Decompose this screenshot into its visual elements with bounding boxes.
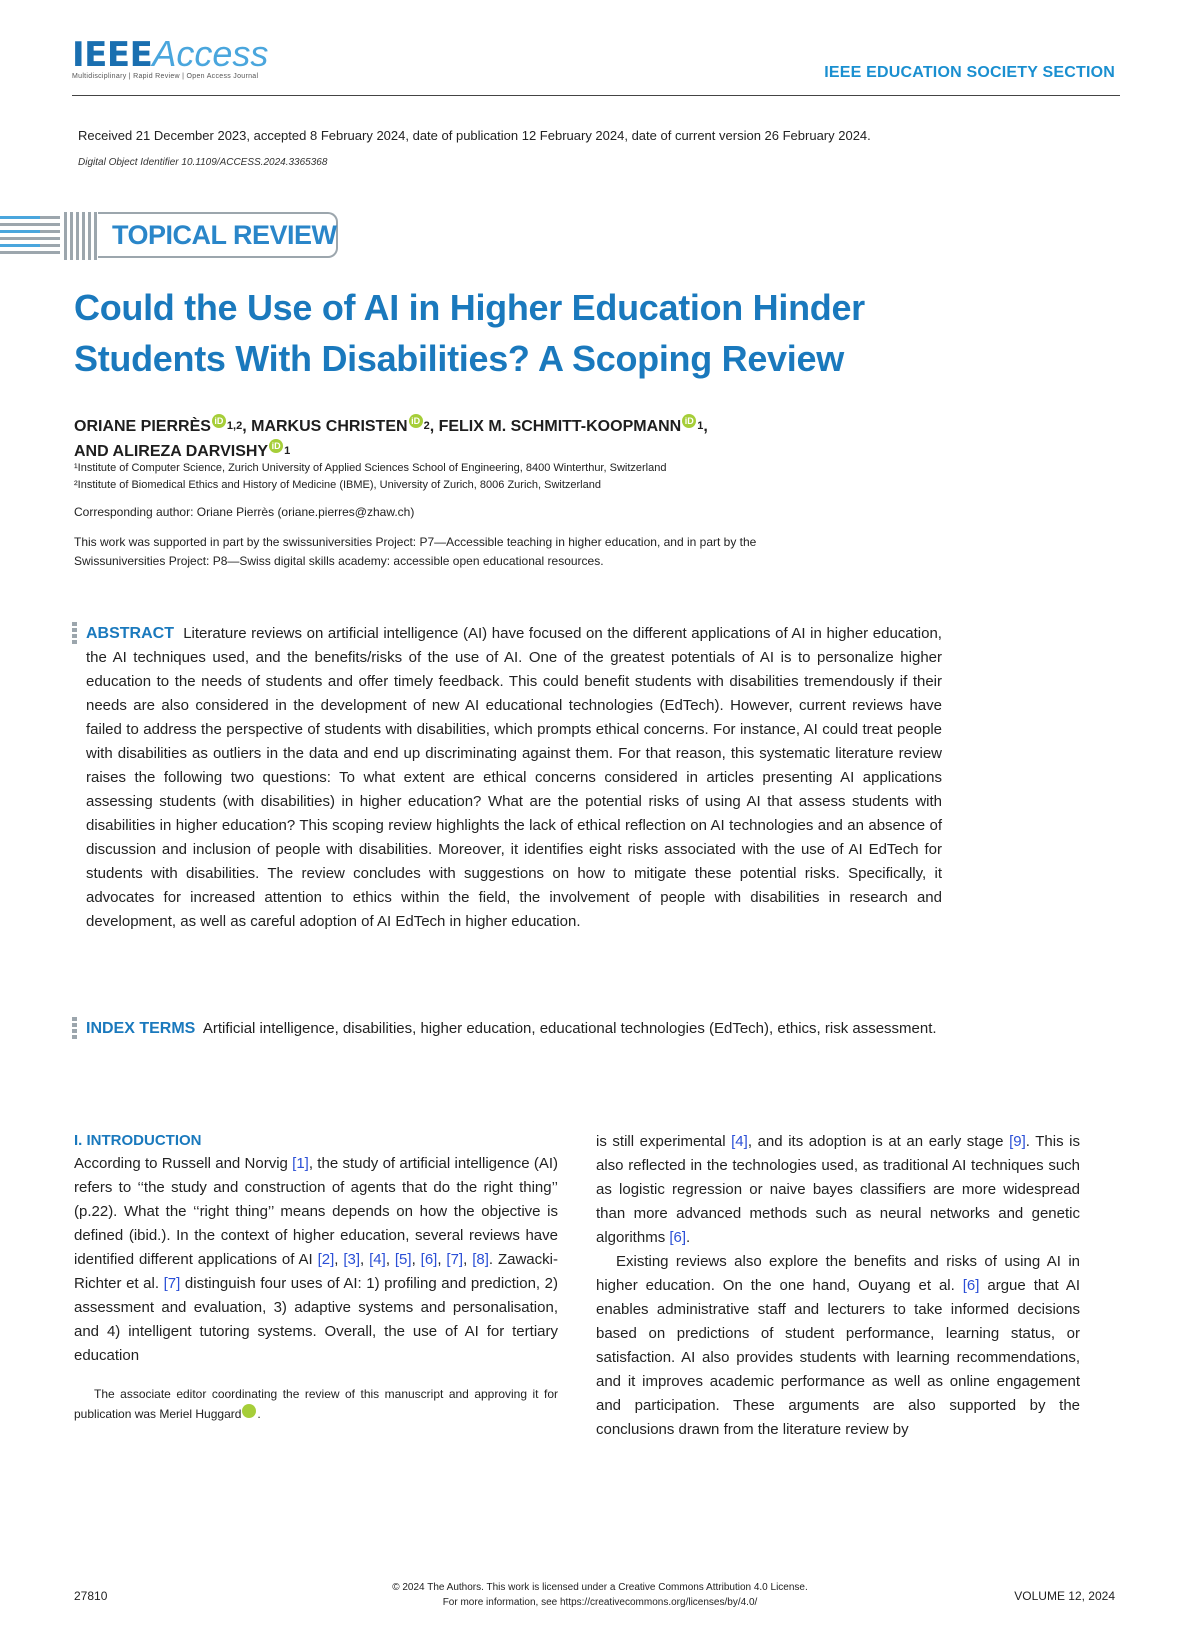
citation-link[interactable]: [4] [369,1251,386,1268]
citation-link[interactable]: [2] [317,1251,335,1268]
text-span: , [437,1251,447,1268]
text-span: , [360,1251,370,1268]
index-terms-label: INDEX TERMS [86,1020,196,1037]
right-column [596,1130,1080,1442]
text-span: argue that AI enables administrative staff and lecturers to take informed decisions based on predictions of student performance, learning status, or satisfaction. AI also provides students with learning recommendations, and it improves academic performance as well as online engagement and participation. These arguments are also supported by the conclusions drawn from the literature review by [596,1277,1081,1438]
affiliation-1: ¹Institute of Computer Science, Zurich University of Applied Sciences School of Engineering, 8400 Winterthur, Switzerland [74,462,667,474]
citation-link[interactable]: [5] [394,1251,412,1268]
banner-stripes [0,212,98,260]
text-span: , and its adoption is at an early stage [747,1133,1010,1150]
left-column [74,1130,558,1424]
citation-link[interactable]: [1] [292,1155,309,1172]
author-separator: , [703,418,708,435]
funding-line-1: This work was supported in part by the swissuniversities Project: P7—Accessible teaching in higher education, and in part by the [74,535,757,549]
volume-label: VOLUME 12, 2024 [1014,1589,1115,1603]
intro-paragraph-2 [596,1250,1080,1442]
author-3-affil: 1 [697,420,704,432]
text-span: is still experimental [596,1133,732,1150]
citation-link[interactable]: [3] [343,1251,361,1268]
orcid-icon[interactable]: iD [242,1404,256,1418]
author-2: , MARKUS CHRISTEN [242,418,408,435]
citation-link[interactable]: [4] [731,1133,748,1150]
author-4-affil: 1 [284,445,291,457]
intro-paragraph-continued [596,1130,1080,1250]
page-number: 27810 [74,1589,108,1603]
corresponding-author: Corresponding author: Oriane Pierrès (oriane.pierres@zhaw.ch) [74,505,415,519]
doi: Digital Object Identifier 10.1109/ACCESS.2024.3365368 [78,157,328,168]
citation-link[interactable]: [6] [669,1229,687,1246]
text-span: , [463,1251,473,1268]
affiliation-2: ²Institute of Biomedical Ethics and History of Medicine (IBME), University of Zurich, 8006 Zurich, Switzerland [74,479,601,491]
orcid-icon[interactable]: iD [269,439,283,453]
author-1-affil: 1,2 [226,420,243,432]
section-heading-introduction: I. INTRODUCTION [74,1132,202,1149]
text-span: . [686,1229,691,1246]
abstract [86,622,942,934]
received-dates: Received 21 December 2023, accepted 8 February 2024, date of publication 12 February 2024, date of current version 26 February 2024. [78,128,871,143]
footnote-end: . [257,1407,261,1421]
text-span: According to Russell and Norvig [74,1155,293,1172]
logo-ieee-text: IEEE [72,35,153,75]
citation-link[interactable]: [7] [163,1275,181,1292]
header-rule [72,95,1120,96]
author-1: ORIANE PIERRÈS [74,418,211,435]
text-span: Existing reviews also explore the benefits and risks of using AI in higher education. On the one hand, Ouyang et al. [596,1253,1080,1294]
text-span: . Zawacki-Richter et al. [74,1251,558,1292]
abstract-text: Literature reviews on artificial intelligence (AI) have focused on the different applications of AI in higher education, the AI techniques used, and the benefits/risks of the use of AI. One of the greatest potentials of AI is to personalize higher education to the needs of students and offer timely feedback. This could benefit students with disabilities tremendously if their needs are also considered in the development of new AI educational technologies (EdTech). However, current reviews have failed to address the perspective of students with disabilities, which prompts ethical concerns. For instance, AI could treat people with disabilities as outliers in the data and end up discriminating against them. For that reason, this systematic literature review raises the following two questions: To what extent are ethical concerns considered in articles presenting AI applications assessing students (with disabilities) in higher education? What are the potential risks of using AI that assess students with disabilities in higher education? This scoping review highlights the lack of ethical reflection on AI technologies and an absence of discussion and inclusion of people with disabilities. Moreover, it identifies eight risks associated with the use of AI EdTech for students with disabilities. The review concludes with suggestions on how to mitigate these potential risks. Specifically, it advocates for increased attention to ethics within the field, the involvement of people with disabilities in research and development, as well as careful adoption of AI EdTech in higher education. [86,625,942,930]
title-line-2: Students With Disabilities? A Scoping Review [74,338,844,379]
text-span: , [385,1251,395,1268]
index-terms-marker-icon [72,1017,78,1039]
citation-link[interactable]: [8] [472,1251,489,1268]
logo-tagline: Multidisciplinary | Rapid Review | Open Access Journal [72,73,259,80]
text-span: , [334,1251,344,1268]
logo-access-text: Access [152,33,269,74]
editor-footnote [74,1384,558,1424]
index-terms-text: Artificial intelligence, disabilities, higher education, educational technologies (EdTech), ethics, risk assessment. [202,1020,937,1037]
author-4: AND ALIREZA DARVISHY [74,443,269,460]
text-span: , the study of artificial intelligence (AI) refers to ‘‘the study and construction of agents that do the right thing’’ (p.22). What the ‘‘right thing’’ means depends on how the objective is defined (ibid.). In the context of higher education, several reviews have identified different applications of AI [74,1155,558,1268]
author-list [74,414,1134,464]
funding-statement [74,533,1134,571]
citation-link[interactable]: [7] [446,1251,464,1268]
license-link[interactable]: For more information, see https://creativecommons.org/licenses/by/4.0/ [442,1597,758,1608]
section-label: IEEE EDUCATION SOCIETY SECTION [824,64,1115,81]
orcid-icon[interactable]: iD [409,414,423,428]
index-terms [86,1017,942,1041]
citation-link[interactable]: [9] [1009,1133,1026,1150]
intro-paragraph-1 [74,1152,558,1368]
license-notice [300,1580,900,1610]
abstract-marker-icon [72,622,78,644]
paper-title [74,282,1134,384]
orcid-icon[interactable]: iD [682,414,696,428]
text-span: . This is also reflected in the technologies used, as traditional AI techniques such as logistic regression or naive bayes classifiers are more widespread than more advanced methods such as neural networks and genetic algorithms [596,1133,1080,1246]
abstract-label: ABSTRACT [86,625,174,642]
orcid-icon[interactable]: iD [212,414,226,428]
text-span: , [411,1251,421,1268]
title-line-1: Could the Use of AI in Higher Education Hinder [74,287,865,328]
topical-review-label: TOPICAL REVIEW [112,220,337,250]
funding-line-2: Swissuniversities Project: P8—Swiss digital skills academy: accessible open educational resources. [74,554,604,568]
citation-link[interactable]: [6] [962,1277,980,1294]
author-3: , FELIX M. SCHMITT-KOOPMANN [429,418,682,435]
author-2-affil: 2 [423,420,430,432]
footnote-text: The associate editor coordinating the review of this manuscript and approving it for publication was Meriel Huggard [74,1387,558,1421]
citation-link[interactable]: [6] [420,1251,438,1268]
license-line-1: © 2024 The Authors. This work is licensed under a Creative Commons Attribution 4.0 License. [392,1582,808,1593]
ieee-access-logo [72,33,268,75]
text-span: distinguish four uses of AI: 1) profiling and prediction, 2) assessment and evaluation, 3) adaptive systems and personalisation, and 4) intelligent tutoring systems. Overall, the use of AI for tertiary education [74,1275,559,1364]
